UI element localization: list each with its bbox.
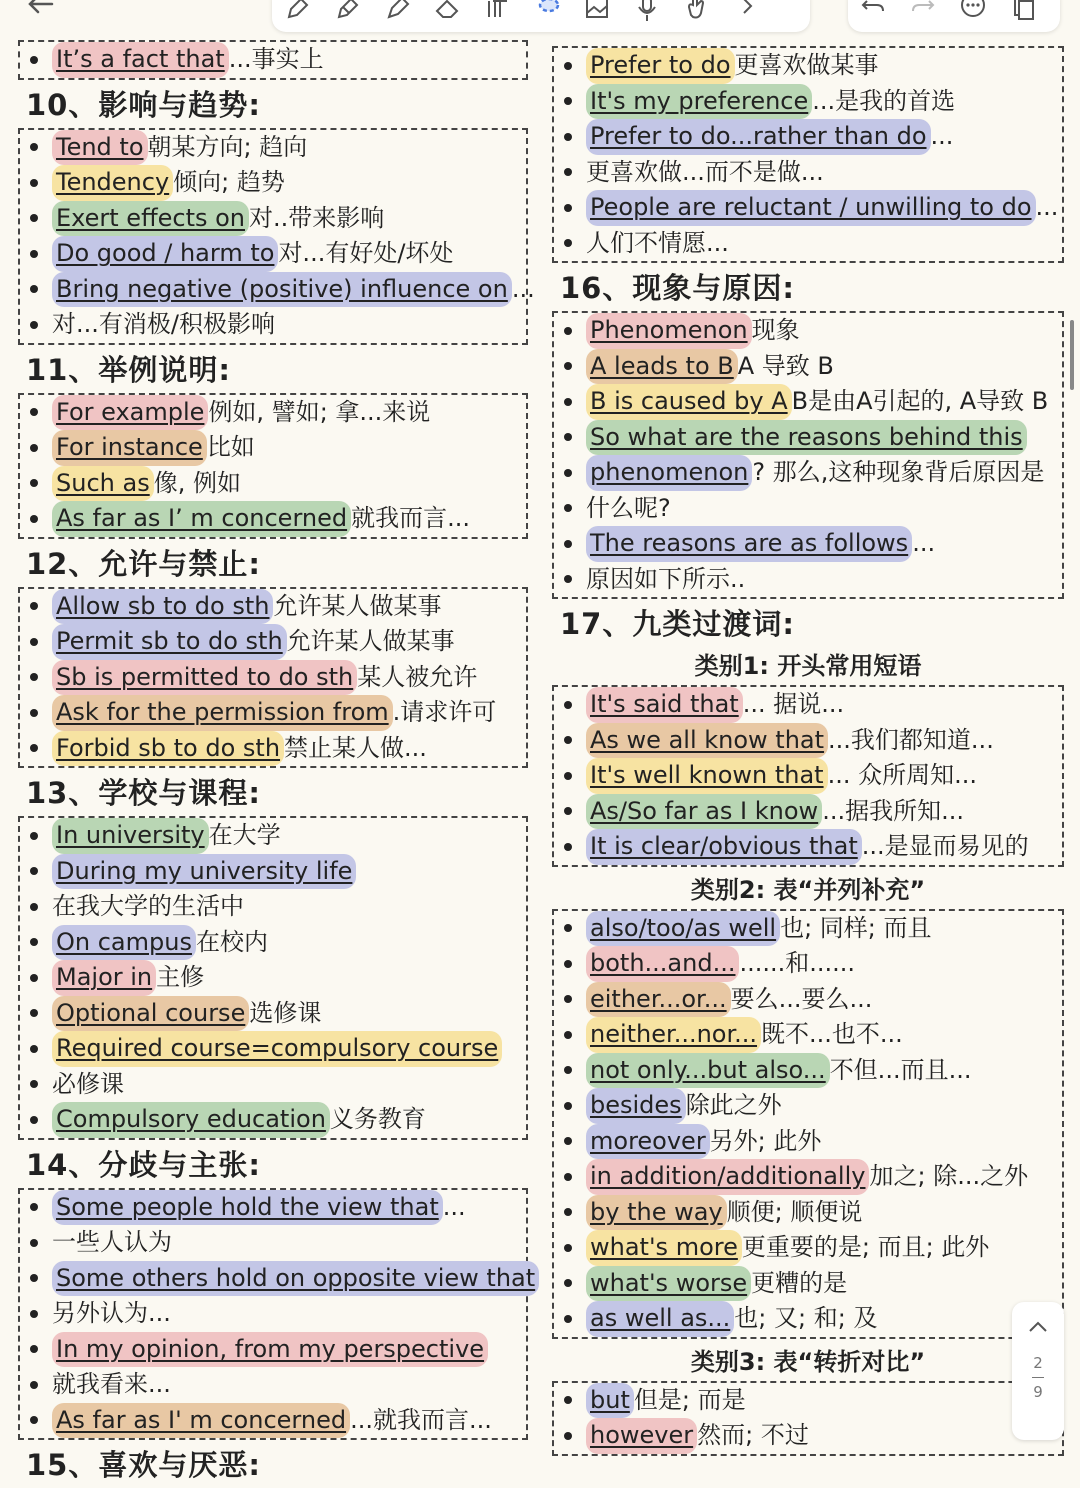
text-icon[interactable] bbox=[472, 0, 522, 32]
english-phrase: as well as... bbox=[586, 1301, 734, 1337]
list-item bbox=[554, 1195, 1062, 1231]
bullet-icon bbox=[564, 1244, 572, 1252]
bullet-icon bbox=[30, 744, 38, 752]
bullet-icon bbox=[30, 1239, 38, 1247]
english-phrase: Required course=compulsory course bbox=[52, 1031, 502, 1067]
list-item bbox=[554, 190, 1062, 226]
list-item bbox=[20, 1403, 526, 1439]
chinese-meaning: 对...有好处/坏处 bbox=[278, 239, 454, 267]
list-item bbox=[554, 313, 1062, 349]
bullet-icon bbox=[564, 97, 572, 105]
chinese-meaning: 某人被允许 bbox=[357, 662, 478, 691]
list-item bbox=[554, 349, 1062, 385]
bullet-icon bbox=[564, 1066, 572, 1074]
english-phrase: not only...but also... bbox=[586, 1053, 830, 1089]
english-phrase: however bbox=[586, 1418, 697, 1454]
list-item bbox=[554, 1088, 1062, 1124]
list-item bbox=[554, 794, 1062, 830]
bullet-icon bbox=[564, 433, 572, 441]
bullet-icon bbox=[564, 540, 572, 548]
bullet-icon bbox=[30, 214, 38, 222]
bullet-icon bbox=[564, 575, 572, 583]
list-item bbox=[20, 1296, 526, 1332]
english-phrase: Phenomenon bbox=[586, 313, 752, 349]
bullet-icon bbox=[564, 807, 572, 815]
english-phrase: People are reluctant / unwilling to do bbox=[586, 190, 1036, 226]
bullet-icon bbox=[30, 1274, 38, 1282]
list-item bbox=[20, 165, 526, 201]
list-item bbox=[554, 84, 1062, 120]
english-phrase: besides bbox=[586, 1088, 686, 1124]
bullet-icon bbox=[30, 1080, 38, 1088]
bullet-icon bbox=[564, 1173, 572, 1181]
english-phrase: It’s a fact that bbox=[52, 42, 229, 78]
english-phrase: Sb is permitted to do sth bbox=[52, 660, 357, 696]
chinese-meaning: B是由A引起的, A导致 B bbox=[791, 387, 1049, 415]
section-title-13: 13、学校与课程: bbox=[26, 776, 261, 810]
list-item bbox=[20, 996, 526, 1032]
chinese-meaning: 现象 bbox=[751, 316, 800, 344]
category-2-title: 类别2: 表“并列补充” bbox=[690, 875, 926, 904]
english-phrase: It's said that bbox=[586, 687, 743, 723]
chinese-meaning: 也; 同样; 而且 bbox=[780, 913, 932, 942]
bullet-icon bbox=[30, 515, 38, 523]
list-item bbox=[20, 307, 526, 343]
list-item bbox=[20, 731, 526, 767]
example-box bbox=[18, 393, 528, 539]
pages-icon[interactable] bbox=[998, 0, 1048, 32]
list-item bbox=[20, 272, 535, 308]
scrollbar[interactable] bbox=[1070, 320, 1074, 390]
bullet-icon bbox=[30, 938, 38, 946]
bullet-icon bbox=[564, 327, 572, 335]
bullet-icon bbox=[30, 602, 38, 610]
permission-box bbox=[18, 587, 528, 769]
english-phrase: As far as I’ m concerned bbox=[52, 501, 351, 537]
english-phrase: Tend to bbox=[52, 130, 148, 166]
list-item bbox=[20, 466, 526, 502]
chinese-meaning: 就我而言... bbox=[351, 504, 470, 532]
image-icon[interactable] bbox=[572, 0, 622, 32]
list-item bbox=[20, 854, 526, 890]
bullet-icon bbox=[30, 250, 38, 258]
school-box bbox=[18, 816, 528, 1140]
opening-phrases-box bbox=[552, 685, 1064, 867]
chinese-meaning: ...我们都知道... bbox=[828, 725, 994, 754]
chinese-meaning: 朝某方向; 趋向 bbox=[147, 132, 308, 161]
section-title-14: 14、分歧与主张: bbox=[26, 1147, 261, 1182]
redo-icon[interactable] bbox=[898, 0, 948, 32]
chinese-meaning: 更糟的是 bbox=[751, 1268, 848, 1297]
english-phrase: As far as I' m concerned bbox=[52, 1403, 350, 1439]
bullet-icon bbox=[564, 960, 572, 968]
chinese-meaning: 就我看来... bbox=[52, 1370, 171, 1398]
list-item bbox=[554, 455, 1062, 491]
english-phrase: by the way bbox=[586, 1195, 727, 1231]
chinese-meaning: ... bbox=[1035, 193, 1059, 221]
list-item bbox=[20, 130, 526, 166]
phenomenon-box bbox=[552, 311, 1064, 599]
bullet-icon bbox=[30, 56, 38, 64]
chinese-meaning: 也; 又; 和; 及 bbox=[734, 1304, 878, 1332]
bullet-icon bbox=[30, 638, 38, 646]
bullet-icon bbox=[30, 143, 38, 151]
list-item bbox=[554, 491, 1062, 527]
category-1-title: 类别1: 开头常用短语 bbox=[694, 652, 922, 680]
list-item bbox=[554, 687, 1062, 723]
bullet-icon bbox=[30, 673, 38, 681]
list-item bbox=[20, 960, 526, 996]
list-item bbox=[554, 758, 1062, 794]
chinese-meaning: 比如 bbox=[206, 433, 255, 461]
chinese-meaning: ...是我的首选 bbox=[812, 86, 956, 115]
top-toolbar bbox=[0, 0, 1080, 40]
list-item bbox=[20, 1067, 526, 1103]
english-phrase: Prefer to do...rather than do bbox=[586, 119, 931, 155]
bullet-icon bbox=[564, 504, 572, 512]
list-item bbox=[554, 911, 1062, 947]
english-phrase: For example bbox=[52, 395, 208, 431]
bullet-icon bbox=[564, 1031, 572, 1039]
list-item bbox=[20, 1332, 526, 1368]
fact-box bbox=[18, 40, 528, 80]
english-phrase: Permit sb to do sth bbox=[52, 624, 287, 660]
english-phrase: Compulsory education bbox=[52, 1102, 330, 1138]
bullet-icon bbox=[564, 1396, 572, 1404]
english-phrase: So what are the reasons behind this bbox=[586, 420, 1027, 456]
chinese-meaning: 另外; 此外 bbox=[709, 1126, 822, 1155]
english-phrase: Bring negative (positive) influence on bbox=[52, 272, 512, 308]
english-phrase: both...and... bbox=[586, 946, 739, 982]
list-item bbox=[554, 1017, 1062, 1053]
chinese-meaning: 既不...也不... bbox=[761, 1020, 903, 1048]
english-phrase: Exert effects on bbox=[52, 201, 249, 237]
chinese-meaning: 更重要的是; 而且; 此外 bbox=[741, 1233, 990, 1261]
chinese-meaning: ? 那么,这种现象背后原因是 bbox=[752, 458, 1045, 486]
english-phrase: in addition/additionally bbox=[586, 1159, 869, 1195]
category-3-title: 类别3: 表“转折对比” bbox=[690, 1347, 926, 1376]
bullet-icon bbox=[30, 974, 38, 982]
english-phrase: what's more bbox=[586, 1230, 742, 1266]
opinion-box bbox=[18, 1188, 536, 1441]
back-arrow-icon[interactable] bbox=[22, 0, 62, 28]
english-phrase: Such as bbox=[52, 466, 154, 502]
chevron-right-icon[interactable] bbox=[722, 0, 772, 32]
list-item bbox=[20, 695, 526, 731]
contrast-phrases-box bbox=[552, 1381, 1064, 1456]
bullet-icon bbox=[564, 772, 572, 780]
bullet-icon bbox=[564, 1315, 572, 1323]
english-phrase: Some others hold on opposite view that bbox=[52, 1261, 539, 1297]
english-phrase: also/too/as well bbox=[586, 911, 780, 947]
english-phrase: It's my preference bbox=[586, 84, 812, 120]
list-item bbox=[20, 1261, 536, 1297]
bullet-icon bbox=[564, 204, 572, 212]
bullet-icon bbox=[30, 903, 38, 911]
tool-palette bbox=[272, 0, 810, 32]
list-item bbox=[554, 119, 1062, 155]
chinese-meaning: ... bbox=[930, 122, 954, 150]
list-item bbox=[554, 384, 1062, 420]
english-phrase: It is clear/obvious that bbox=[586, 829, 862, 865]
list-item bbox=[554, 946, 1062, 982]
chinese-meaning: 像, 例如 bbox=[153, 468, 241, 497]
list-item bbox=[20, 589, 526, 625]
list-item bbox=[554, 1266, 1062, 1302]
english-phrase: Some people hold the view that bbox=[52, 1190, 443, 1226]
bullet-icon bbox=[564, 168, 572, 176]
bullet-icon bbox=[30, 1203, 38, 1211]
english-phrase: but bbox=[586, 1383, 634, 1419]
list-item bbox=[554, 1230, 1062, 1266]
chinese-meaning: ...是显而易见的 bbox=[861, 832, 1029, 860]
english-phrase: As we all know that bbox=[586, 723, 828, 759]
chinese-meaning: 例如, 譬如; 拿...来说 bbox=[208, 397, 431, 426]
list-item bbox=[554, 1124, 1062, 1160]
chinese-meaning: 允许某人做某事 bbox=[273, 591, 442, 620]
bullet-icon bbox=[564, 398, 572, 406]
list-item bbox=[554, 723, 1062, 759]
list-item bbox=[554, 226, 1062, 262]
list-item bbox=[20, 1367, 526, 1403]
english-phrase: moreover bbox=[586, 1124, 710, 1160]
english-phrase: A leads to B bbox=[586, 349, 738, 385]
bullet-icon bbox=[564, 62, 572, 70]
bullet-icon bbox=[30, 321, 38, 329]
bullet-icon bbox=[564, 1102, 572, 1110]
section-title-15: 15、喜欢与厌恶: bbox=[26, 1448, 261, 1482]
chinese-meaning: 选修课 bbox=[249, 998, 322, 1027]
english-phrase: In my opinion, from my perspective bbox=[52, 1332, 488, 1368]
bullet-icon bbox=[30, 1009, 38, 1017]
english-phrase: For instance bbox=[52, 430, 207, 466]
list-item bbox=[20, 889, 526, 925]
list-item bbox=[20, 660, 526, 696]
chinese-meaning: 对...有消极/积极影响 bbox=[52, 310, 275, 338]
chinese-meaning: 然而; 不过 bbox=[697, 1421, 809, 1449]
bullet-icon bbox=[30, 285, 38, 293]
english-phrase: It's well known that bbox=[586, 758, 828, 794]
chinese-meaning: ...据我所知... bbox=[822, 796, 964, 825]
bullet-icon bbox=[30, 1345, 38, 1353]
bullet-icon bbox=[564, 843, 572, 851]
english-phrase: Optional course bbox=[52, 996, 249, 1032]
list-item bbox=[554, 1418, 1062, 1454]
chinese-meaning: ... bbox=[912, 529, 936, 557]
section-title-17: 17、九类过渡词: bbox=[560, 607, 795, 641]
bullet-icon bbox=[564, 1208, 572, 1216]
addition-phrases-box bbox=[552, 909, 1064, 1339]
list-item bbox=[20, 395, 526, 431]
chinese-meaning: 义务教育 bbox=[329, 1105, 426, 1133]
chinese-meaning: ... 据说... bbox=[742, 690, 845, 718]
bullet-icon bbox=[564, 924, 572, 932]
chinese-meaning: 对..带来影响 bbox=[249, 203, 385, 232]
list-item bbox=[554, 982, 1062, 1018]
english-phrase: either...or... bbox=[586, 982, 731, 1018]
english-phrase: what's worse bbox=[586, 1266, 751, 1302]
english-phrase: On campus bbox=[52, 925, 196, 961]
chinese-meaning: 在校内 bbox=[195, 927, 268, 956]
list-item bbox=[20, 501, 526, 537]
chinese-meaning: 主修 bbox=[156, 963, 205, 991]
bullet-icon bbox=[564, 736, 572, 744]
mic-icon[interactable] bbox=[622, 0, 672, 32]
bullet-icon bbox=[564, 1279, 572, 1287]
chinese-meaning: 人们不情愿... bbox=[586, 228, 729, 257]
chinese-meaning: 在大学 bbox=[208, 821, 281, 849]
chevron-up-icon[interactable] bbox=[1028, 1314, 1048, 1339]
english-phrase: As/So far as I know bbox=[586, 794, 822, 830]
list-item bbox=[20, 925, 526, 961]
bullet-icon bbox=[30, 1416, 38, 1424]
list-item bbox=[20, 42, 526, 78]
english-phrase: Do good / harm to bbox=[52, 236, 278, 272]
list-item bbox=[20, 818, 526, 854]
bullet-icon bbox=[564, 1137, 572, 1145]
preference-box bbox=[552, 46, 1064, 263]
english-phrase: Forbid sb to do sth bbox=[52, 731, 284, 767]
chinese-meaning: ... bbox=[511, 274, 535, 303]
list-item bbox=[554, 562, 1062, 598]
english-phrase: Major in bbox=[52, 960, 156, 996]
english-phrase: In university bbox=[52, 818, 209, 854]
list-item bbox=[554, 155, 1062, 191]
chinese-meaning: 必修课 bbox=[52, 1069, 124, 1098]
english-phrase: During my university life bbox=[52, 854, 356, 890]
bullet-icon bbox=[564, 701, 572, 709]
bullet-icon bbox=[564, 133, 572, 141]
english-phrase: phenomenon bbox=[586, 455, 752, 491]
more-icon[interactable] bbox=[948, 0, 998, 32]
chinese-meaning: 在我大学的生活中 bbox=[52, 892, 244, 920]
list-item bbox=[20, 236, 526, 272]
bullet-icon bbox=[30, 832, 38, 840]
highlighter-icon[interactable] bbox=[372, 0, 422, 32]
english-phrase: neither...nor... bbox=[586, 1017, 761, 1053]
action-palette bbox=[848, 0, 1060, 32]
chinese-meaning: 但是; 而是 bbox=[633, 1385, 746, 1414]
chinese-meaning: 一些人认为 bbox=[52, 1228, 172, 1256]
section-title-12: 12、允许与禁止: bbox=[26, 546, 261, 581]
bullet-icon bbox=[30, 867, 38, 875]
list-item bbox=[554, 48, 1062, 84]
list-item bbox=[554, 420, 1062, 456]
eraser-icon[interactable] bbox=[422, 0, 472, 32]
bullet-icon bbox=[30, 1310, 38, 1318]
chinese-meaning: ... 众所周知... bbox=[827, 761, 977, 789]
bullet-icon bbox=[564, 1432, 572, 1440]
chinese-meaning: 禁止某人做... bbox=[284, 733, 427, 762]
undo-icon[interactable] bbox=[848, 0, 898, 32]
bullet-icon bbox=[30, 1045, 38, 1053]
current-page: 2 bbox=[1033, 1354, 1043, 1372]
english-phrase: Ask for the permission from bbox=[52, 695, 393, 731]
list-item bbox=[554, 829, 1062, 865]
list-item bbox=[554, 1159, 1062, 1195]
chinese-meaning: .请求许可 bbox=[392, 698, 497, 726]
bullet-icon bbox=[30, 444, 38, 452]
chinese-meaning: 加之; 除...之外 bbox=[869, 1162, 1029, 1190]
section-title-16: 16、现象与原因: bbox=[560, 271, 795, 305]
chinese-meaning: 顺便; 顺便说 bbox=[726, 1197, 863, 1226]
english-phrase: B is caused by A bbox=[586, 384, 792, 420]
lasso-icon[interactable] bbox=[522, 0, 572, 32]
pen-icon[interactable] bbox=[272, 0, 322, 32]
chinese-meaning: ... bbox=[442, 1192, 466, 1221]
bullet-icon bbox=[30, 1381, 38, 1389]
right-column bbox=[552, 46, 1064, 1460]
list-item bbox=[20, 1225, 526, 1261]
chinese-meaning: 原因如下所示.. bbox=[586, 564, 746, 593]
list-item bbox=[554, 1053, 1062, 1089]
list-item bbox=[20, 1190, 526, 1226]
bullet-icon bbox=[30, 1116, 38, 1124]
english-phrase: The reasons are as follows bbox=[586, 526, 912, 562]
bullet-icon bbox=[564, 995, 572, 1003]
chinese-meaning: 更喜欢做...而不是做... bbox=[586, 157, 824, 186]
chinese-meaning: 除此之外 bbox=[685, 1091, 782, 1119]
list-item bbox=[20, 201, 526, 237]
chinese-meaning: ...事实上 bbox=[228, 45, 324, 73]
list-item bbox=[554, 526, 1062, 562]
bullet-icon bbox=[30, 179, 38, 187]
english-phrase: Tendency bbox=[52, 165, 173, 201]
page-navigator[interactable] bbox=[1012, 1302, 1064, 1440]
list-item bbox=[20, 1031, 526, 1067]
bullet-icon bbox=[30, 408, 38, 416]
chinese-meaning: 另外认为... bbox=[52, 1299, 171, 1327]
list-item bbox=[20, 1102, 526, 1138]
list-item bbox=[20, 430, 526, 466]
list-item bbox=[20, 624, 526, 660]
chinese-meaning: 允许某人做某事 bbox=[286, 627, 455, 655]
chinese-meaning: 什么呢? bbox=[586, 493, 671, 522]
chinese-meaning: 倾向; 趋势 bbox=[173, 168, 285, 196]
section-title-11: 11、举例说明: bbox=[26, 352, 231, 387]
chinese-meaning: A 导致 B bbox=[737, 351, 834, 380]
english-phrase: Allow sb to do sth bbox=[52, 589, 273, 625]
list-item bbox=[554, 1383, 1062, 1419]
bullet-icon bbox=[564, 239, 572, 247]
list-item bbox=[554, 1301, 1062, 1337]
left-column bbox=[18, 40, 536, 1488]
chinese-meaning: ......和...... bbox=[739, 949, 856, 977]
chinese-meaning: ...就我而言... bbox=[350, 1405, 492, 1434]
chinese-meaning: 要么...要么... bbox=[730, 984, 873, 1013]
page-divider bbox=[1032, 1377, 1044, 1378]
chinese-meaning: 更喜欢做某事 bbox=[734, 51, 879, 79]
hand-icon[interactable] bbox=[672, 0, 722, 32]
english-phrase: Prefer to do bbox=[586, 48, 735, 84]
bullet-icon bbox=[564, 362, 572, 370]
total-pages: 9 bbox=[1033, 1383, 1043, 1401]
bullet-icon bbox=[30, 709, 38, 717]
marker-icon[interactable] bbox=[322, 0, 372, 32]
influence-box bbox=[18, 128, 535, 345]
bullet-icon bbox=[564, 469, 572, 477]
chinese-meaning: 不但...而且... bbox=[829, 1055, 972, 1084]
section-title-10: 10、影响与趋势: bbox=[26, 87, 261, 122]
bullet-icon bbox=[30, 479, 38, 487]
